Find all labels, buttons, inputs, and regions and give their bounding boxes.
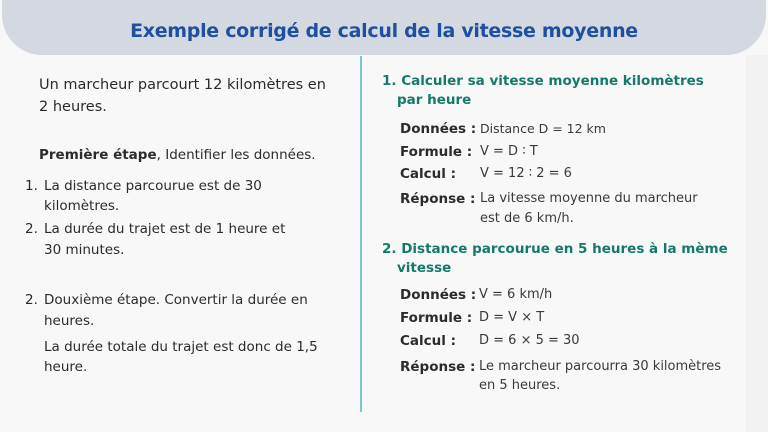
- section2-heading: vitesse: [397, 260, 452, 276]
- section2-heading: 2. Distance parcourue en 5 heures à la mème: [382, 241, 728, 257]
- right-edge-strip: [746, 55, 768, 432]
- list-item-text: 30 minutes.: [44, 242, 125, 258]
- row-label: Données :: [400, 287, 477, 303]
- list-item-text: La distance parcourue est de 30: [44, 178, 262, 194]
- step2-text: heures.: [44, 313, 95, 329]
- step1-label: Première étape: [39, 147, 157, 163]
- section1-heading: 1. Calculer sa vitesse moyenne kilomètres: [382, 73, 704, 89]
- column-divider: [360, 56, 362, 412]
- row-value: V = 12 ∶ 2 = 6: [480, 166, 572, 181]
- row-value: V = 6 km/h: [479, 287, 553, 302]
- step1-text: , Identifier les données.: [156, 147, 316, 163]
- row-label: Formule :: [400, 144, 473, 160]
- step2-text: Douxième étape. Convertir la durée en: [44, 292, 308, 308]
- problem-statement-line2: 2 heures.: [39, 99, 107, 115]
- row-label: Calcul :: [400, 166, 456, 182]
- row-label: Données :: [400, 121, 477, 137]
- row-label: Formule :: [400, 310, 473, 326]
- row-value: en 5 heures.: [479, 378, 561, 393]
- row-value: D = V × T: [479, 310, 545, 325]
- step2-number: 2.: [25, 292, 38, 308]
- list-item-text: kilomètres.: [44, 198, 120, 214]
- page-title: Exemple corrigé de calcul de la vitesse moyenne: [130, 19, 638, 42]
- step1-heading: [39, 145, 316, 165]
- row-label: Calcul :: [400, 333, 456, 349]
- header-banner: [2, 0, 766, 55]
- row-label: Réponse :: [400, 191, 476, 207]
- row-value: V = D ∶ T: [480, 144, 538, 159]
- list-item-number: 1.: [25, 178, 38, 194]
- list-item-text: La durée du trajet est de 1 heure et: [44, 221, 286, 237]
- list-item-number: 2.: [25, 221, 38, 237]
- row-label: Réponse :: [400, 359, 476, 375]
- conclusion-text: heure.: [44, 359, 88, 375]
- row-value: La vitesse moyenne du marcheur: [480, 191, 698, 206]
- row-value: Distance D = 12 km: [480, 121, 606, 136]
- problem-statement-line1: Un marcheur parcourt 12 kilomètres en: [39, 77, 326, 93]
- row-value: Le marcheur parcourra 30 kilomètres: [479, 359, 722, 374]
- conclusion-text: La durée totale du trajet est donc de 1,5: [44, 339, 318, 355]
- section1-heading: par heure: [397, 92, 472, 108]
- row-value: est de 6 km/h.: [480, 211, 574, 226]
- row-value: D = 6 × 5 = 30: [479, 333, 580, 348]
